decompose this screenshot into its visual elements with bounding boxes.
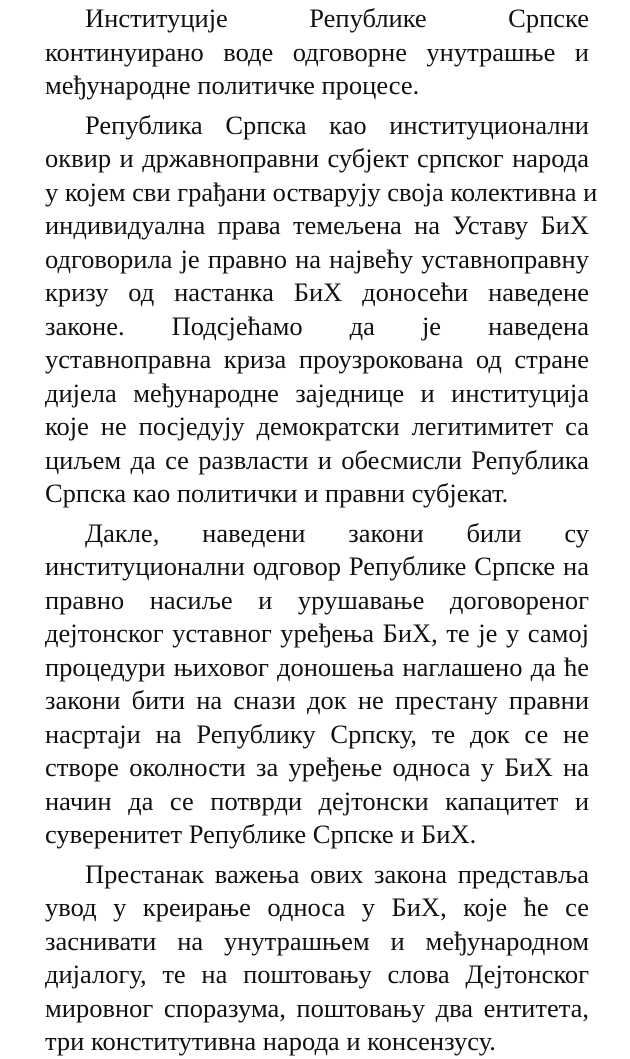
text-line: оквир и државноправни субјект српског народа [45,143,589,173]
text-line: Република Српска као институционални [85,109,589,140]
text-line: дејтонског уставног уређења БиХ, те је у самој [45,618,589,648]
text-line: Институције Републике Српске [85,3,589,33]
text-line: индивидуална права темељена на Уставу БиХ [45,210,589,240]
text-line: у којем сви грађани остварују своја колективна и [45,176,598,207]
text-line: уставноправна криза проузрокована од стране [45,344,589,374]
text-line: процедури њиховог доношења наглашено да ће [45,651,589,682]
text-line: континуирано воде одговорне унутрашње и [45,36,589,67]
text-line: дијалогу, те на поштовању слова Дејтонског [45,959,589,989]
text-line: три конститутивна народа и консензусу. [45,1026,496,1056]
text-line: одговорила је правно на највећу уставноправну [45,243,589,274]
text-line: законе. Подсјећамо да је наведена [45,310,589,341]
text-line: које не посједују демократски легитимитет са [45,411,589,441]
text-line: Дакле, наведени закони били су [85,517,589,548]
paragraph-4 [45,858,589,1059]
text-line: међународне политичке процесе. [45,70,420,100]
text-line: закони бити на снази док не престану правни [45,685,589,715]
text-line: дијела међународне заједнице и институција [45,377,589,408]
text-line: створе околности за уређење односа у БиХ на [45,752,589,782]
text-line: заснивати на унутрашњем и међународном [45,925,589,956]
text-line: мировног споразума, поштовању два ентитета, [45,992,589,1023]
paragraph-1 [45,2,589,103]
paragraph-3 [45,517,589,852]
text-line: Српска као политички и правни субјекат. [45,478,509,508]
text-line: насртаји на Републику Српску, те док се не [45,718,589,749]
text-line: кризу од настанка БиХ доносећи наведене [45,277,589,307]
text-line: институционални одговор Републике Српске на [45,551,589,581]
text-line: правно насиље и урушавање договореног [45,584,589,615]
text-line: циљем да се развласти и обесмисли Република [45,444,589,475]
text-line: суверенитет Републике Српске и БиХ. [45,819,477,849]
text-line: увод у креирање односа у БиХ, које ће се [45,892,589,922]
paragraph-2 [45,109,598,511]
text-line: начин да се потврди дејтонски капацитет и [45,785,589,816]
text-line: Престанак важења ових закона представља [85,858,589,889]
